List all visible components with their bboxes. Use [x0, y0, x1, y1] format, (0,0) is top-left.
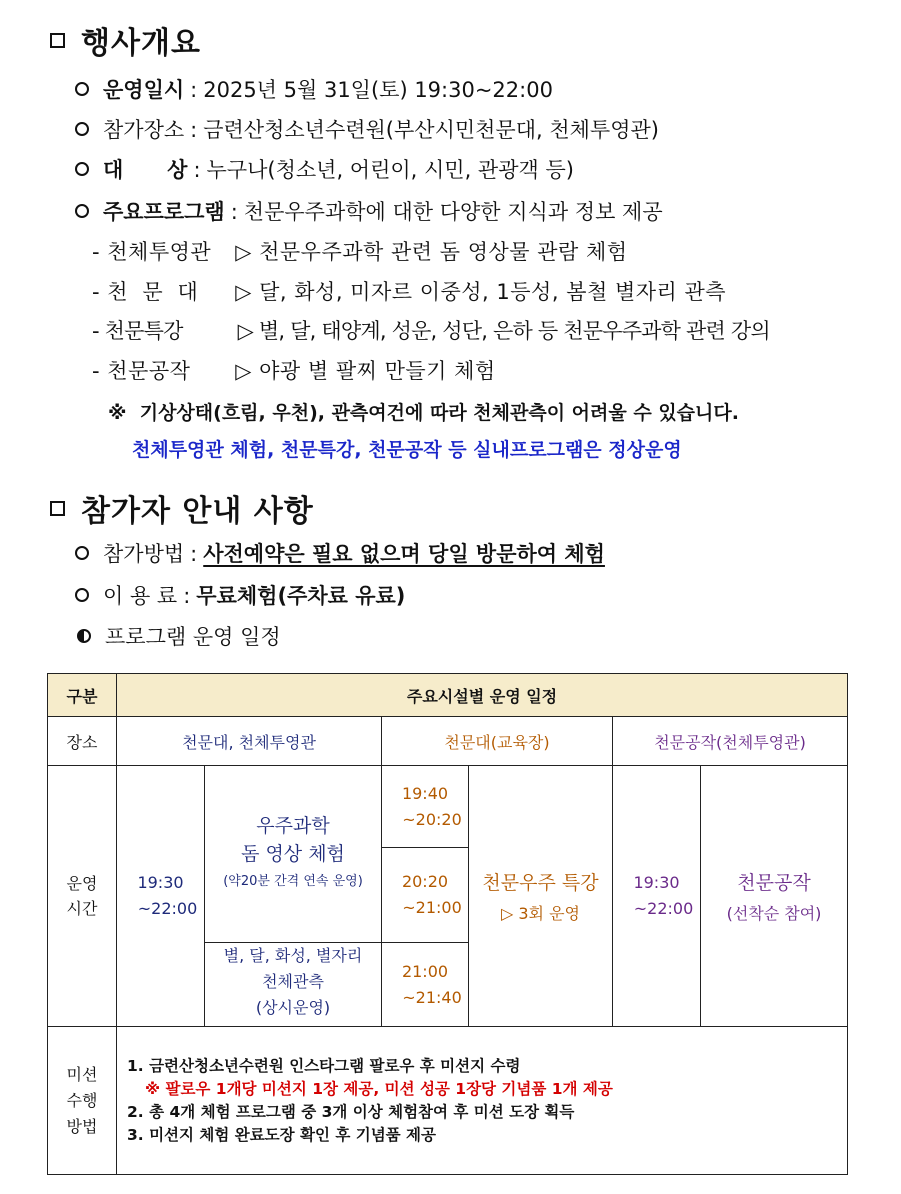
section-title-guide: 참가자 안내 사항: [50, 486, 314, 530]
place-education-room: 천문대(교육장): [382, 717, 613, 766]
info-date: 운영일시 : 2025년 5월 31일(토) 19:30~22:00: [75, 74, 553, 104]
craft-info: 천문공작 (선착순 참여): [701, 766, 848, 1027]
square-bullet-icon: [50, 501, 65, 516]
arrow-icon: ▷: [235, 280, 252, 304]
guide-schedule-label: 프로그램 운영 일정: [77, 621, 281, 651]
header-schedule: 주요시설별 운영 일정: [117, 674, 848, 717]
place-craft: 천문공작(천체투영관): [613, 717, 848, 766]
guide-method: 참가방법 : 사전예약은 필요 없으며 당일 방문하여 체험: [75, 538, 605, 568]
square-bullet-icon: [50, 33, 65, 48]
place-label: 장소: [48, 717, 117, 766]
lecture-info: 천문우주 특강 ▷ 3회 운영: [469, 766, 613, 1027]
circle-bullet-icon: [75, 204, 89, 218]
program-row: - 천 문 대 ▷ 달, 화성, 미자르 이중성, 1등성, 봄철 별자리 관측: [92, 280, 727, 304]
header-category: 구분: [48, 674, 117, 717]
circle-bullet-icon: [75, 546, 89, 560]
lecture-slot-3: 21:00 ~21:40: [382, 943, 469, 1027]
program-row: - 천문특강 ▷ 별, 달, 태양계, 성운, 성단, 은하 등 천문우주과학 관련 강의: [92, 319, 770, 343]
observation: 별, 달, 화성, 별자리 천체관측 (상시운영): [205, 943, 382, 1027]
circle-bullet-icon: [75, 588, 89, 602]
lecture-slot-1: 19:40 ~20:20: [382, 766, 469, 848]
program-row: - 천문공작 ▷ 야광 별 팔찌 만들기 체험: [92, 359, 496, 383]
craft-time: 19:30 ~22:00: [613, 766, 701, 1027]
mission-steps: 1. 금련산청소년수련원 인스타그램 팔로우 후 미션지 수령 ※ 팔로우 1개당 미션지 1장 제공, 미션 성공 1장당 기념품 1개 제공 2. 총 4개 체험 프로그램 중 3개 이상 체험참여 후 미션 도장 획득 3. 미션지 체험 완료도장 확인 후 기념품 제공: [117, 1027, 848, 1175]
arrow-icon: ▷: [237, 319, 254, 343]
indoor-note: 천체투영관 체험, 천문특강, 천문공작 등 실내프로그램은 정상운영: [132, 439, 682, 461]
lecture-slot-2: 20:20 ~21:00: [382, 848, 469, 943]
circle-bullet-icon: [75, 122, 89, 136]
time-label: 운영 시간: [48, 766, 117, 1027]
circle-bullet-icon: [75, 162, 89, 176]
info-program: 주요프로그램 : 천문우주과학에 대한 다양한 지식과 정보 제공: [75, 196, 663, 226]
mission-label: 미션 수행 방법: [48, 1027, 117, 1175]
arrow-icon: ▷: [235, 240, 252, 264]
dome-experience: 우주과학 돔 영상 체험 (약20분 간격 연속 운영): [205, 766, 382, 943]
guide-fee: 이 용 료 : 무료체험(주차료 유료): [75, 580, 405, 610]
time-main: 19:30 ~22:00: [117, 766, 205, 1027]
weather-note: ※ 기상상태(흐림, 우천), 관측여건에 따라 천체관측이 어려울 수 있습니다.: [108, 402, 739, 424]
info-venue: 참가장소 : 금련산청소년수련원(부산시민천문대, 천체투영관): [75, 114, 659, 144]
schedule-table: [47, 673, 848, 1175]
circle-bullet-icon: [75, 82, 89, 96]
place-observatory-planetarium: 천문대, 천체투영관: [117, 717, 382, 766]
info-target: 대 상 : 누구나(청소년, 어린이, 시민, 관광객 등): [75, 154, 574, 184]
half-circle-bullet-icon: [77, 629, 91, 643]
program-row: - 천체투영관 ▷ 천문우주과학 관련 돔 영상물 관람 체험: [92, 240, 628, 264]
arrow-icon: ▷: [235, 359, 252, 383]
section-title-overview: 행사개요: [50, 18, 201, 62]
